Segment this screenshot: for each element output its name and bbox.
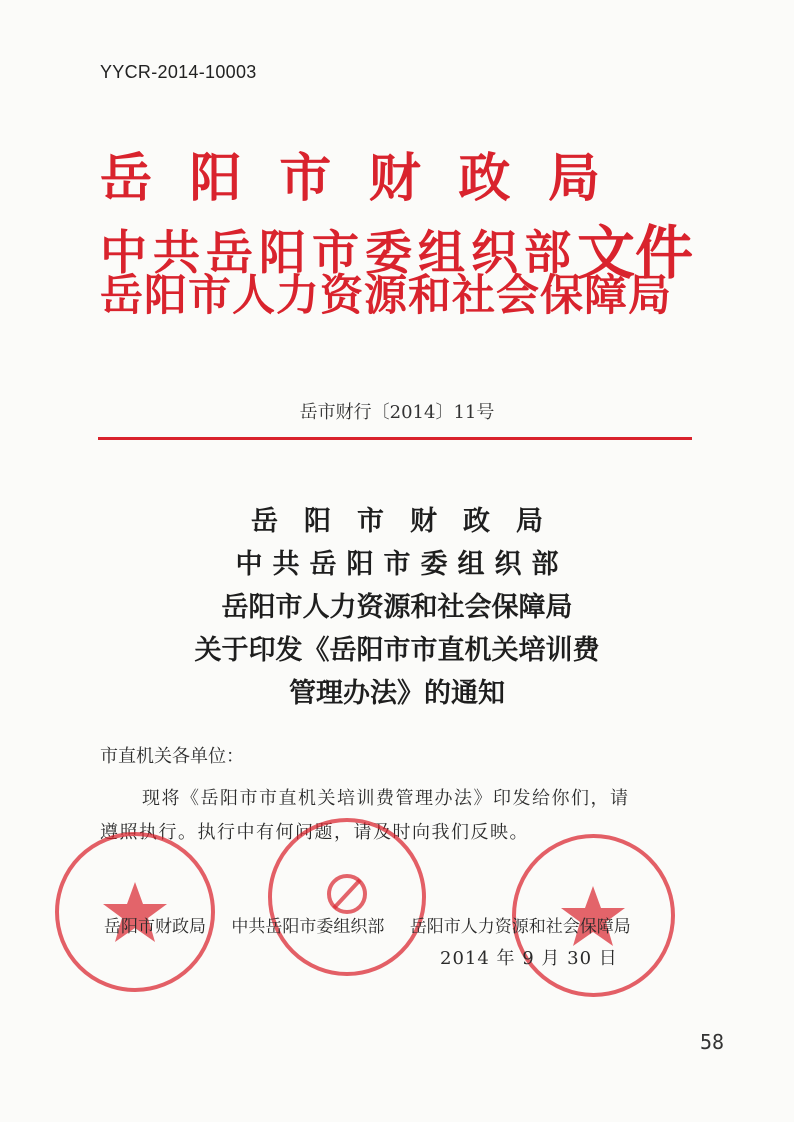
header-issuer2-text: 中共岳阳市委组织部 — [100, 226, 577, 281]
header-char: 岳 — [100, 148, 153, 209]
salutation: 市直机关各单位： — [100, 746, 244, 767]
body-paragraph-line: 遵照执行。执行中有何问题，请及时向我们反映。 — [100, 822, 529, 843]
title-line: 岳阳市人力资源和社会保障局 — [221, 592, 573, 623]
header-wenjian: 文件 — [577, 219, 694, 287]
header-char: 市 — [279, 148, 332, 209]
header-issuer-finance-bureau — [100, 136, 600, 211]
signature-hr-bureau: 岳阳市人力资源和社会保障局 — [409, 917, 631, 937]
issue-date: 2014 年 9 月 30 日 — [440, 948, 618, 969]
signature-row — [104, 912, 651, 937]
header-char: 政 — [458, 148, 511, 209]
title-line: 中共岳阳市委组织部 — [235, 549, 569, 580]
seal-graphic — [272, 822, 422, 972]
title-line: 关于印发《岳阳市市直机关培训费 — [194, 635, 600, 666]
file-number: 岳市财行〔2014〕11号 — [299, 402, 495, 423]
seal-organization-dept — [268, 818, 426, 976]
body-paragraph-line: 现将《岳阳市市直机关培训费管理办法》印发给你们，请 — [142, 788, 630, 809]
signature-organization-dept: 中共岳阳市委组织部 — [231, 917, 385, 937]
signature-finance-bureau: 岳阳市财政局 — [104, 917, 206, 937]
title-line: 管理办法》的通知 — [289, 678, 505, 709]
header-char: 财 — [368, 148, 421, 209]
header-issuer-hr-bureau: 岳阳市人力资源和社会保障局 — [100, 271, 672, 321]
document-title — [0, 500, 794, 715]
red-divider-line — [98, 437, 692, 440]
document-number: YYCR-2014-10003 — [100, 62, 257, 82]
header-char: 阳 — [189, 148, 242, 209]
header-char: 局 — [547, 148, 600, 209]
page-number: 58 — [700, 1030, 725, 1054]
title-line: 岳阳市财政局 — [251, 506, 569, 537]
